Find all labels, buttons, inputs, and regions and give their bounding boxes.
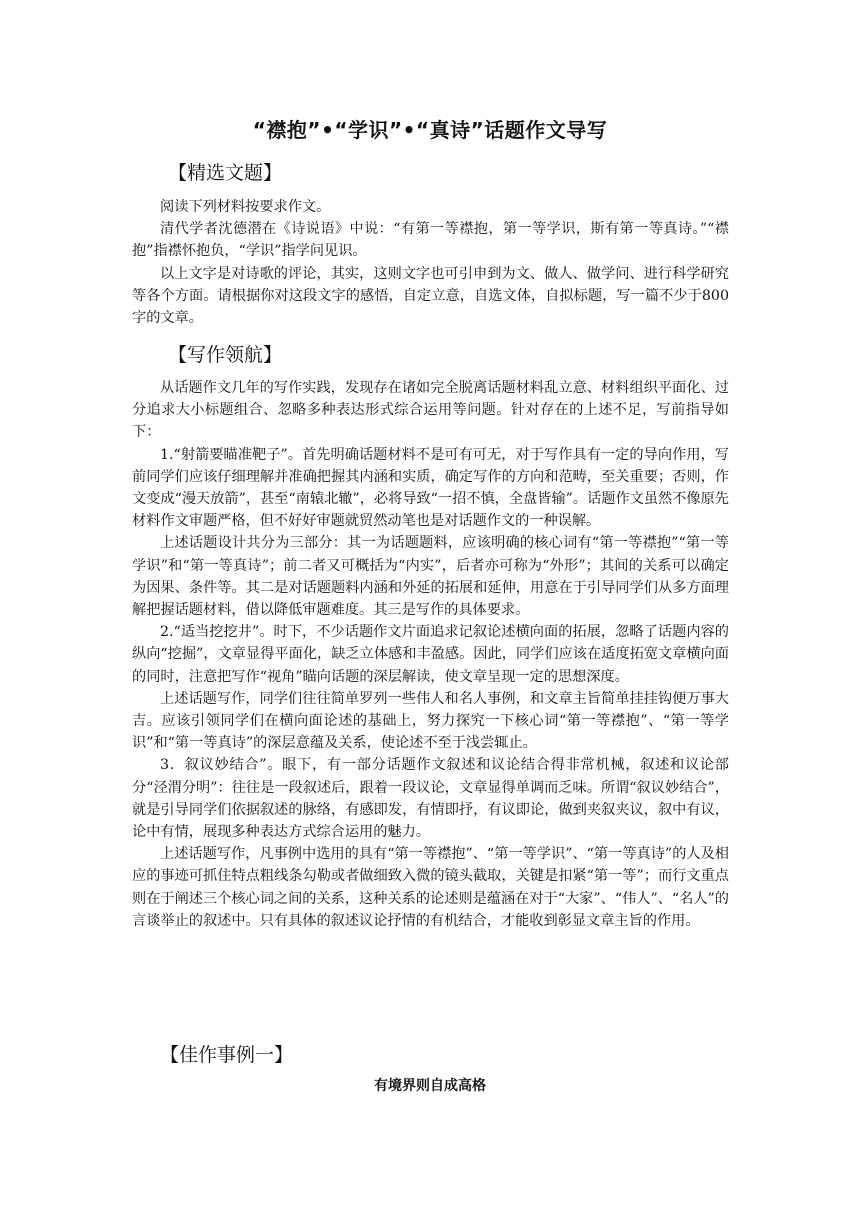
topic-paragraph: 以上文字是对诗歌的评论，其实，这则文字也可引申到为文、做人、做学问、进行科学研究等各个方面。请根据你对这段文字的感悟，自定立意，自选文体，自拟标题，写一篇不少于800字的文章。 bbox=[132, 265, 729, 327]
guide-paragraph: 从话题作文几年的写作实践，发现存在诸如完全脱离话题材料乱立意、材料组织平面化、过分追求大小标题组合、忽略多种表达形式综合运用等问题。针对存在的上述不足，写前指导如下： bbox=[132, 380, 729, 441]
topic-paragraph: 阅读下列材料按要求作文。 bbox=[160, 199, 331, 215]
guide-paragraph: 上述话题设计共分为三部分：其一为话题题料，应该明确的核心词有“第一等襟抱”“第一等学识”和“第一等真诗”；前二者又可概括为“内实”，后者亦可称为“外形”；其间的关系可以确定为因果、条件等。其二是对话题题料内涵和外延的拓展和延伸，用意在于引导同学们从多方面理解把握话题材料，借以降低审题难度。其三是写作的具体要求。 bbox=[132, 535, 729, 619]
section-heading-topic: 【精选文题】 bbox=[168, 162, 283, 184]
document-title: “襟抱”•“学识”•“真诗”话题作文导写 bbox=[252, 118, 608, 142]
section-heading-guide: 【写作领航】 bbox=[168, 344, 283, 366]
guide-paragraph: 1.“射箭要瞄准靶子”。首先明确话题材料不是可有可无，对于写作具有一定的导向作用，写前同学们应该仔细理解并准确把握其内涵和实质，确定写作的方向和范畴，至关重要；否则，作文变成“漫天放箭”，甚至“南辕北辙”，必将导致“一招不慎，全盘皆输”。话题作文虽然不像原先材料作文审题严格，但不好好审题就贸然动笔也是对话题作文的一种误解。 bbox=[132, 446, 729, 530]
guide-paragraph: 上述话题写作，同学们往往简单罗列一些伟人和名人事例，和文章主旨简单挂挂钩便万事大吉。应该引领同学们在横向面论述的基础上，努力探究一下核心词“第一等襟抱”、“第一等学识”和“第一等真诗”的深层意蕴及关系，使论述不至于浅尝辄止。 bbox=[132, 690, 729, 752]
essay-title: 有境界则自成高格 bbox=[374, 1078, 486, 1094]
guide-paragraph: 上述话题写作，凡事例中选用的具有“第一等襟抱”、“第一等学识”、“第一等真诗”的人及相应的事迹可抓住特点粗线条勾勒或者做细致入微的镜头截取，关键是扣紧“第一等”；而行文重点则在于阐述三个核心词之间的关系，这种关系的论述则是蕴涵在对于“大家”、“伟人”、“名人”的言谈举止的叙述中。只有具体的叙述议论抒情的有机结合，才能收到彰显文章主旨的作用。 bbox=[132, 846, 729, 929]
topic-paragraph: 清代学者沈德潜在《诗说语》中说：“有第一等襟抱，第一等学识，斯有第一等真诗。”“襟抱”指襟怀抱负，“学识”指学问见识。 bbox=[132, 221, 729, 260]
guide-body bbox=[132, 377, 729, 932]
section-heading-example: 【佳作事例一】 bbox=[160, 1044, 294, 1066]
guide-paragraph: 2.“适当挖挖井”。时下，不少话题作文片面追求记叙论述横向面的拓展，忽略了话题内容的纵向“挖掘”，文章显得平面化，缺乏立体感和丰盈感。因此，同学们应该在适度拓宽文章横向面的同时，注意把写作“视角”瞄向话题的深层解读，使文章呈现一定的思想深度。 bbox=[132, 624, 729, 685]
topic-body bbox=[132, 196, 729, 329]
guide-paragraph: 3．叙议妙结合”。眼下，有一部分话题作文叙述和议论结合得非常机械，叙述和议论部分“泾渭分明”：往往是一段叙述后，跟着一段议论，文章显得单调而乏味。所谓“叙议妙结合”，就是引导同学们依据叙述的脉络，有感即发，有情即抒，有议即论，做到夹叙夹议，叙中有议，论中有情，展现多种表达方式综合运用的魅力。 bbox=[132, 757, 729, 841]
